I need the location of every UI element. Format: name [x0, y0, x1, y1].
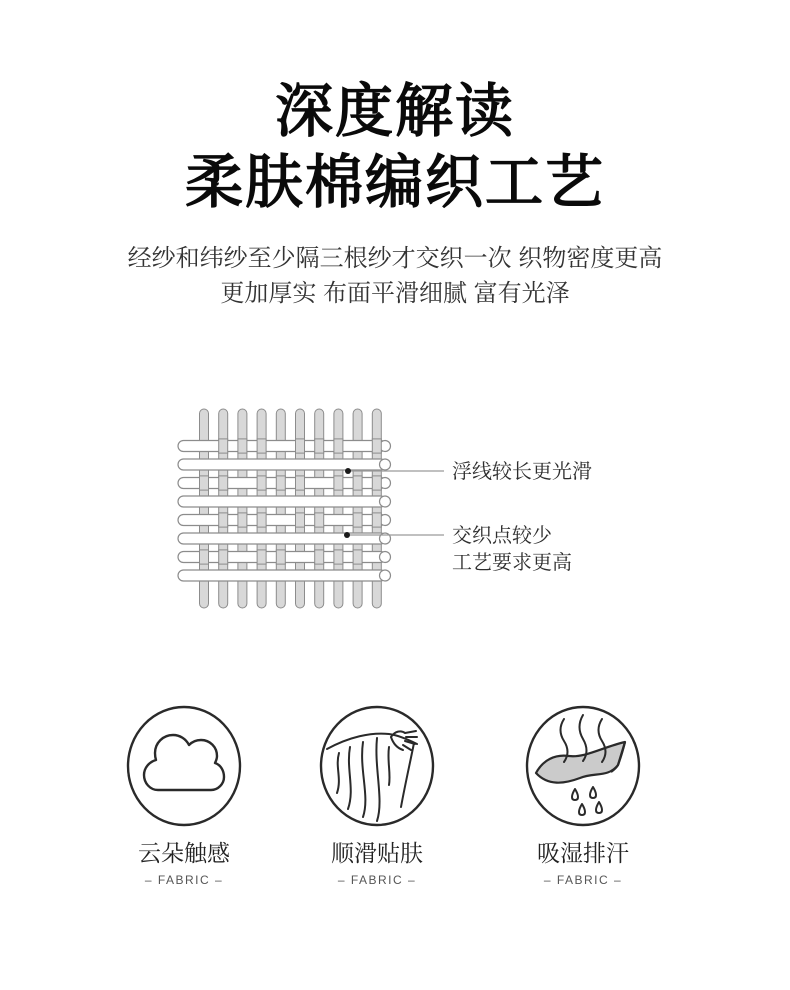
feature-sublabel: – FABRIC –: [337, 873, 417, 887]
feature-sublabel: – FABRIC –: [144, 873, 224, 887]
feature-sublabel: – FABRIC –: [543, 873, 623, 887]
annotation-interlace-line1: 交织点较少: [452, 525, 552, 547]
annotation-interlace: [452, 523, 572, 577]
page-title: [0, 76, 790, 218]
annotation-float-yarn: [452, 459, 592, 486]
page-title-line2: 柔肤棉编织工艺: [184, 150, 605, 215]
description-text: [0, 241, 790, 311]
weave-diagram: [170, 400, 460, 625]
feature-smooth-skin: [277, 703, 477, 887]
feature-label: 云朵触感: [138, 840, 230, 866]
moisture-wicking-icon: [483, 703, 683, 829]
feature-label: 顺滑贴肤: [331, 840, 423, 866]
annotation-float-yarn-text: 浮线较长更光滑: [452, 461, 592, 483]
feature-label: 吸湿排汗: [537, 840, 629, 866]
feature-cloud-touch: [84, 703, 284, 887]
smooth-fabric-icon: [277, 703, 477, 829]
cloud-icon: [84, 703, 284, 829]
annotation-interlace-line2: 工艺要求更高: [452, 552, 572, 574]
page-title-line1: 深度解读: [274, 79, 515, 144]
feature-moisture-wicking: [483, 703, 683, 887]
description-line1: 经纱和纬纱至少隔三根纱才交织一次 织物密度更高: [127, 245, 663, 272]
description-line2: 更加厚实 布面平滑细腻 富有光泽: [220, 280, 570, 307]
